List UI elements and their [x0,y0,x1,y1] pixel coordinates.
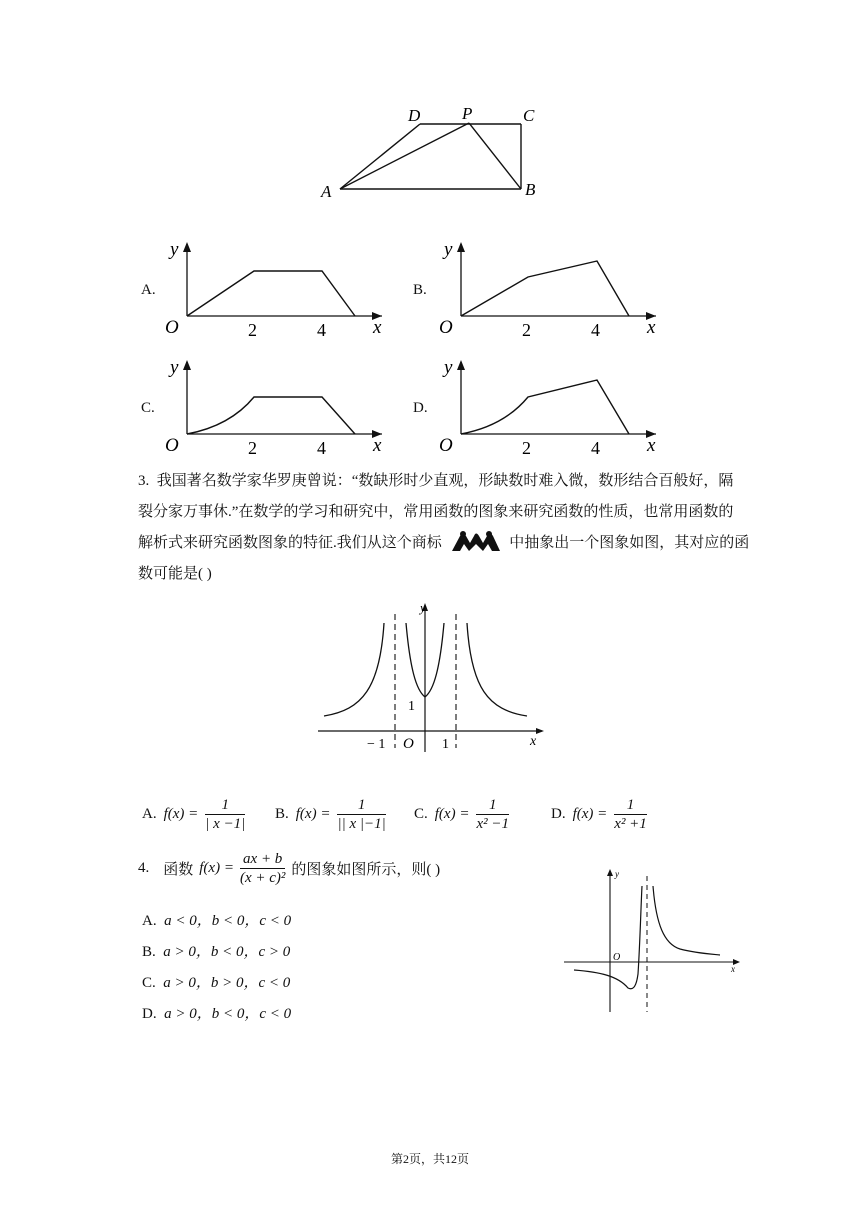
q4-lhs: f(x) = [199,860,234,876]
q2-option-c-graph [160,354,390,458]
q3-option-a[interactable]: A. f(x) = $\frac{1}{| x -1|}$ [142,797,246,832]
svg-text:O: O [403,736,414,752]
q4-option-b[interactable]: B. a > 0，b < 0，c > 0 [142,944,291,960]
q3-question [138,466,778,590]
svg-text:1: 1 [442,737,449,752]
q4-option-d[interactable]: D. a > 0，b < 0，c < 0 [142,1006,292,1022]
svg-text:4: 4 [317,438,326,458]
label-c: C [523,106,535,125]
svg-text:x: x [530,734,537,749]
svg-text:O: O [165,317,179,338]
svg-text:− 1: − 1 [367,737,386,752]
svg-text:2: 2 [522,438,531,458]
q2-option-b-label[interactable]: B. [413,282,427,298]
q4-question [138,850,440,887]
q3-text-line4: 数可能是( ) [138,566,212,582]
svg-text:1: 1 [408,699,415,714]
svg-text:4: 4 [317,320,326,340]
q4-function-graph [560,864,748,1016]
svg-text:2: 2 [522,320,531,340]
svg-text:y: y [420,600,426,615]
svg-text:y: y [170,357,179,378]
svg-text:O: O [439,317,453,338]
q4-number: 4. [138,860,150,876]
segment-pb [469,123,521,189]
svg-text:O: O [613,952,621,963]
q4-options [142,906,291,1030]
label-a: A [321,182,332,201]
svg-text:x: x [373,317,382,338]
q4-option-c[interactable]: C. a > 0，b > 0，c < 0 [142,975,291,991]
q2-option-b-graph [434,236,664,340]
graph-line [461,261,629,316]
kappa-logo-icon [450,530,502,552]
q4-fraction: $\frac{ax + b}{\text{(x + c)²}}$ [239,851,286,886]
svg-text:2: 2 [248,438,257,458]
graph-line [187,397,355,434]
q3-option-c[interactable]: C. f(x) = $\frac{1}{\text{x² −1}}$ [414,797,509,832]
svg-text:x: x [731,964,735,974]
q4-option-a[interactable]: A. a < 0，b < 0，c < 0 [142,913,292,929]
q3-number: 3. [138,473,150,489]
svg-text:x: x [373,435,382,456]
q3-options [142,796,702,840]
q2-option-c-label[interactable]: C. [141,400,155,416]
segment-ap [340,123,469,189]
graph-line [187,271,355,316]
page-footer: 第2页，共12页 [390,1152,469,1166]
label-d: D [408,106,421,125]
svg-text:x: x [647,435,656,456]
svg-text:4: 4 [591,438,600,458]
q4-prefix: 函数 [163,862,194,878]
q3-option-b[interactable]: B. f(x) = $\frac{1}{|| x |-1|}$ [275,797,386,832]
label-p: P [462,104,473,123]
svg-text:y: y [444,239,453,260]
svg-text:y: y [615,869,619,879]
q3-text-line3b: 中抽象出一个图象如图，其对应的函 [509,535,750,551]
q3-option-d[interactable]: D. f(x) = $\frac{1}{\text{x² +1}}$ [551,797,647,832]
svg-text:2: 2 [248,320,257,340]
svg-text:y: y [444,357,453,378]
q2-option-a-label[interactable]: A. [141,282,156,298]
svg-text:4: 4 [591,320,600,340]
label-b: B [525,180,536,199]
q2-option-a-graph [160,236,390,340]
q2-option-d-graph [434,354,664,458]
q3-function-graph [312,598,552,756]
graph-line [461,380,629,434]
q3-text-line2: 裂分家万事休.”在数学的学习和研究中，常用函数的图象来研究函数的性质，也常用函数的 [138,504,734,520]
svg-text:x: x [647,317,656,338]
trapezoid-figure [318,100,548,204]
svg-text:y: y [170,239,179,260]
svg-text:O: O [439,435,453,456]
side-ad [340,124,420,189]
svg-text:O: O [165,435,179,456]
q2-option-d-label[interactable]: D. [413,400,428,416]
q3-text-line3a: 解析式来研究函数图象的特征.我们从这个商标 [138,535,442,551]
q3-text-line1: 我国著名数学家华罗庚曾说：“数缺形时少直观，形缺数时难入微，数形结合百般好，隔 [156,473,734,489]
q4-suffix: 的图象如图所示，则( ) [291,862,441,878]
